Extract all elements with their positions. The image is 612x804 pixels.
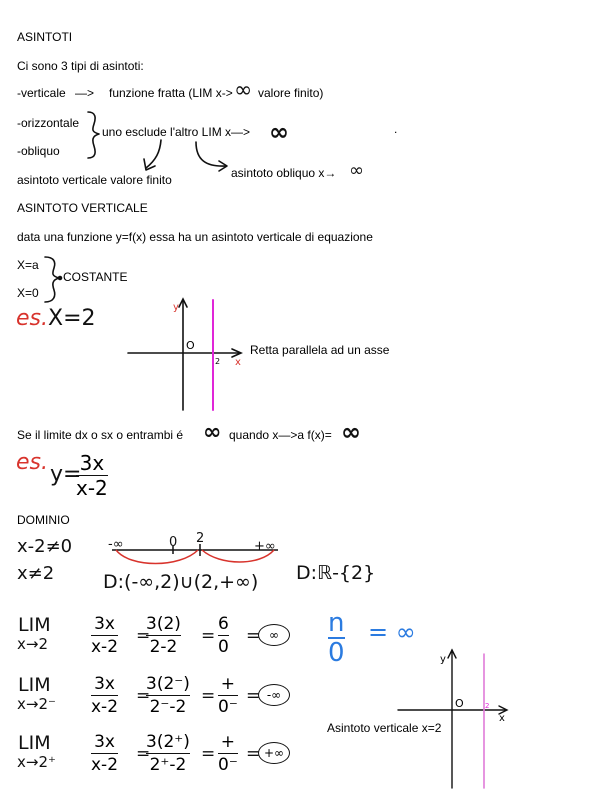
limit-equals: = [246,686,261,706]
limit-equals: = [246,626,261,646]
domain-interval: D:(-∞,2)∪(2,+∞) [103,571,259,593]
limit-lim: LIM [18,732,51,754]
graph2-x-label: x [499,713,505,724]
graph1-origin: O [186,339,195,352]
limit-fraction-num: 3x [94,674,115,694]
limit-ratio-num: 6 [218,614,229,634]
type-verticale-desc: funzione fratta (LIM x-> [109,86,233,100]
graph2-origin: O [455,697,464,710]
limit-sub: x→2 [17,635,48,653]
example2-lhs: y= [50,462,82,487]
limit-result: -∞ [258,684,290,706]
limit-fraction-den: x-2 [91,637,119,657]
note-vertical-finite: asintoto verticale valore finito [17,173,172,187]
limit-substitution-num: 3(2⁻) [146,674,190,694]
blue-rule-num: n [328,608,345,638]
brace-constant [45,257,59,302]
definition-text: data una funzione y=f(x) essa ha un asintoto verticale di equazione [17,230,373,244]
constant-label: COSTANTE [63,270,128,284]
limit-lim: LIM [18,674,51,696]
limit-rule-a: Se il limite dx o sx o entrambi é [17,428,184,442]
example2-numerator: 3x [79,451,105,475]
section-heading-vertical: ASINTOTO VERTICALE [17,201,148,215]
infinity-symbol-2: ∞ [269,118,289,146]
arrow-curve-left [146,140,161,168]
limit-sub: x→2⁺ [17,753,56,771]
limit-ratio-den: 0⁻ [218,755,238,775]
numberline-arc-right [202,550,274,562]
domain-heading: DOMINIO [17,513,70,527]
limit-ratio-den: 0 [218,637,229,657]
limit-substitution-den: 2⁻-2 [149,697,187,717]
type-orizzontale: -orizzontale [17,116,80,130]
graph2-tick: 2 [485,702,490,710]
infinity-symbol-3: ∞ [349,160,364,181]
parallel-caption: Retta parallela ad un asse [250,343,390,357]
blue-rule-den: 0 [328,638,345,668]
type-obliquo: -obliquo [17,144,60,158]
numberline-arc-left [116,550,198,564]
limit-substitution-den: 2-2 [149,637,178,657]
domain-cond1: x-2≠0 [17,536,73,557]
graph2-caption: Asintoto verticale x=2 [327,721,442,735]
example-equation: X=2 [48,306,96,331]
example2-label: es. [16,450,48,475]
brace-note: uno esclude l'altro LIM x—> [102,125,251,139]
limit-result: ∞ [258,624,290,646]
limit-sub: x→2⁻ [17,695,56,713]
type-arrow: —> [75,86,95,100]
numberline-left: -∞ [108,537,124,552]
infinity-symbol-5: ∞ [341,418,361,446]
example-label: es. [16,306,48,331]
eq-x-0: X=0 [17,286,39,300]
intro-text: Ci sono 3 tipi di asintoti: [17,59,144,73]
limit-equals: = [201,744,216,764]
limit-equals: = [136,626,151,646]
limit-ratio-num: + [220,674,236,694]
domain-cond2: x≠2 [17,563,55,584]
numberline-right: +∞ [254,539,276,554]
infinity-symbol: ∞ [234,78,253,103]
stray-dot: . [394,122,398,136]
domain-set: D:ℝ-{2} [296,562,376,584]
numberline-zero: 0 [169,535,178,550]
limit-equals: = [201,626,216,646]
graph1-x-label: x [235,357,241,368]
graph2-y-label: y [440,654,446,665]
graph-2 [398,650,507,788]
limit-substitution-den: 2⁺-2 [149,755,187,775]
limit-fraction-den: x-2 [91,697,119,717]
type-verticale-end: valore finito) [258,86,324,100]
limit-fraction-den: x-2 [91,755,119,775]
limit-lim: LIM [18,614,51,636]
graph1-y-label: y [173,302,179,313]
page-title: ASINTOTI [17,30,73,44]
eq-x-a: X=a [17,258,39,272]
limit-fraction-num: 3x [94,732,115,752]
numberline-two: 2 [196,531,205,546]
type-verticale: -verticale [17,86,66,100]
limit-ratio-num: + [220,732,236,752]
limit-equals: = [246,744,261,764]
note-oblique: asintoto obliquo x→ [231,166,337,180]
limit-equals: = [136,744,151,764]
infinity-symbol-4: ∞ [203,420,222,445]
limit-equals: = [201,686,216,706]
example2-denominator: x-2 [76,476,108,500]
limit-result: +∞ [258,742,290,764]
limit-substitution-num: 3(2) [146,614,181,634]
numberline [112,544,278,564]
brace-types [88,112,99,158]
graph1-tick: 2 [215,357,221,366]
limit-ratio-den: 0⁻ [218,697,238,717]
limit-equals: = [136,686,151,706]
limit-substitution-num: 3(2⁺) [146,732,190,752]
limit-fraction-num: 3x [94,614,115,634]
graph-1 [128,299,241,410]
limit-rule-b: quando x—>a f(x)= [229,428,332,442]
blue-rule-eq: = ∞ [368,618,416,646]
